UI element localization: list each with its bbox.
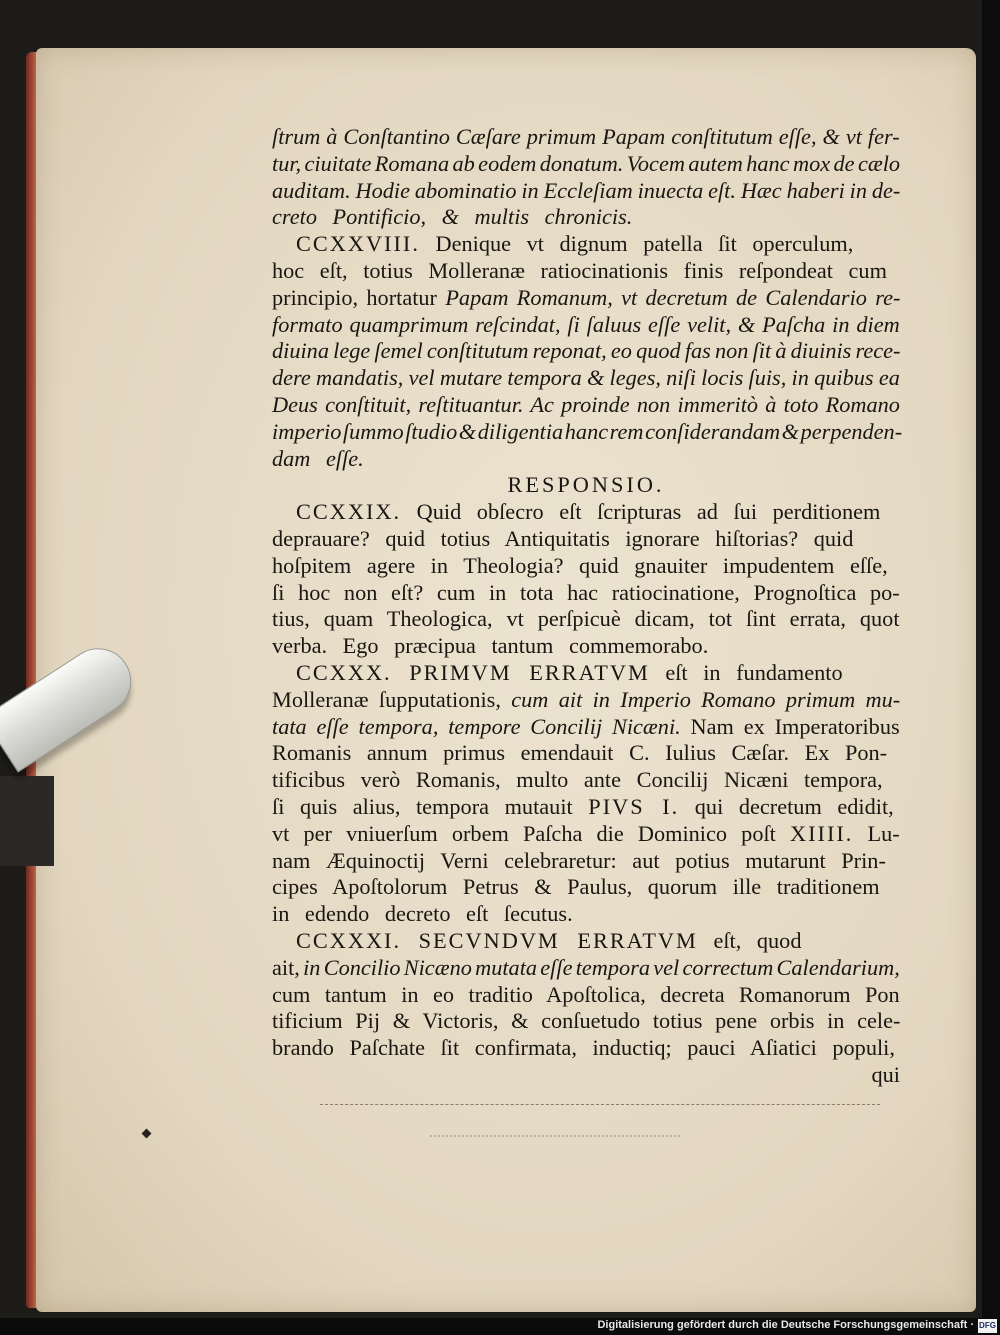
- text-segment: hoſpitem agere in Theologia? quid gnauiter impudentem eſſe,: [272, 552, 888, 578]
- text-segment: principio, hortatur: [272, 284, 446, 310]
- text-line: [272, 392, 900, 419]
- text-segment: Romanis annum primus emendauit C. Iulius Cæſar. Ex Pon-: [272, 740, 888, 766]
- text-line: [272, 312, 900, 339]
- text-segment: cum tantum in eo traditio Apoſtolica, decreta Romanorum Pon: [272, 981, 900, 1007]
- text-line: [272, 124, 900, 151]
- text-segment: eſt, quod: [697, 927, 802, 953]
- text-segment: diuina lege ſemel conſtitutum reponat, eo quod fas non ſit à diuinis rece-: [272, 338, 901, 364]
- text-segment: XIIII.: [790, 820, 854, 846]
- text-segment: brando Paſchate ſit confirmata, inductiq; pauci Aſiatici populi,: [272, 1035, 895, 1061]
- text-segment: nam Æquinoctij Verni celebraretur: aut potius mutarunt Prin-: [272, 847, 886, 873]
- text-line: [272, 472, 900, 499]
- text-line: [272, 740, 900, 767]
- text-line: [272, 526, 900, 553]
- text-line: [272, 901, 900, 928]
- text-segment: CCXXVIII.: [296, 231, 420, 257]
- text-segment: Papam Romanum, vt decretum de Calendario re-: [445, 284, 901, 310]
- text-segment: eſt in fundamento: [649, 659, 843, 685]
- text-segment: Nam ex Imperatoribus: [680, 713, 900, 739]
- bleed-through-text: [430, 1135, 680, 1145]
- text-segment: imperio ſummo ſtudio & diligentia hanc rem conſiderandam & perpenden-: [272, 418, 903, 444]
- text-segment: dam eſſe.: [272, 445, 364, 471]
- text-segment: CCXXIX.: [296, 499, 402, 525]
- text-line: [272, 767, 900, 794]
- text-line: [272, 821, 900, 848]
- text-segment: Deus conſtituit, reſtituantur. Ac proinde non immeritò à toto Romano: [272, 391, 900, 417]
- text-line: [272, 553, 900, 580]
- text-line: [272, 418, 903, 446]
- text-line: [272, 204, 900, 231]
- text-line: [272, 1008, 900, 1035]
- text-line: [272, 794, 900, 821]
- text-segment: qui decretum edidit,: [679, 793, 894, 819]
- text-segment: formato quamprimum reſcindat, ſi ſaluus eſſe velit, & Paſcha in diem: [272, 311, 900, 337]
- text-segment: tata eſſe tempora, tempore Concilij Nicæni.: [272, 713, 681, 739]
- text-segment: tificium Pij & Victoris, & conſuetudo totius pene orbis in cele-: [272, 1008, 901, 1034]
- text-segment: tur, ciuitate Romana ab eodem donatum. Vocem autem hanc mox de cælo: [272, 150, 901, 176]
- text-segment: Denique vt dignum patella ſit operculum,: [419, 231, 854, 257]
- text-segment: dere mandatis, vel mutare tempora & leges, niſi locis ſuis, in quibus ea: [272, 365, 900, 391]
- dfg-logo-icon: DFG: [978, 1319, 997, 1333]
- footer-bar: [0, 1318, 1000, 1335]
- text-line: [272, 633, 900, 660]
- text-segment: CCXXXI. SECVNDVM ERRATVM: [296, 927, 698, 953]
- text-line: [272, 580, 900, 607]
- text-line: [272, 178, 900, 205]
- text-segment: cipes Apoſtolorum Petrus & Paulus, quorum ille traditionem: [272, 874, 880, 900]
- clip-shadow-area: [0, 776, 54, 866]
- text-segment: auditam. Hodie abominatio in Eccleſiam inuecta eſt. Hæc haberi in de-: [272, 177, 901, 203]
- text-line: [272, 231, 900, 258]
- text-line: [272, 151, 900, 178]
- text-line: [272, 982, 900, 1009]
- text-segment: in Concilio Nicæno mutata eſſe tempora vel correctum Calendarium,: [303, 954, 900, 980]
- text-line: [272, 874, 900, 901]
- text-segment: ſtrum à Conſtantino Cæſare primum Papam conſtitutum eſſe, & vt fer-: [272, 124, 900, 149]
- text-segment: qui: [871, 1061, 900, 1087]
- text-segment: RESPONSIO.: [507, 472, 665, 498]
- text-segment: cum ait in Imperio Romano primum mu-: [511, 686, 901, 712]
- text-segment: hoc eſt, totius Molleranæ ratiocinationis finis reſpondeat cum: [272, 257, 887, 283]
- text-line: [272, 848, 900, 875]
- text-line: [272, 365, 900, 392]
- scan-right-margin: [982, 0, 1000, 1318]
- text-segment: PIVS I.: [588, 793, 680, 819]
- text-segment: deprauare? quid totius Antiquitatis ignorare hiſtorias? quid: [272, 525, 854, 551]
- text-segment: ait,: [272, 954, 304, 980]
- text-line: [272, 258, 900, 285]
- text-line: [272, 499, 900, 526]
- text-segment: CCXXX. PRIMVM ERRATVM: [296, 659, 650, 685]
- text-line: [272, 606, 900, 633]
- text-segment: Lu-: [853, 820, 900, 846]
- text-line: [272, 1035, 900, 1062]
- bottom-dashed-rule: [320, 1104, 880, 1105]
- text-segment: Molleranæ ſupputationis,: [272, 686, 512, 712]
- text-line: [272, 660, 900, 687]
- text-segment: ſi hoc non eſt? cum in tota hac ratiocinatione, Prognoſtica po-: [272, 579, 900, 605]
- text-segment: in edendo decreto eſt ſecutus.: [272, 901, 573, 927]
- text-segment: tificibus verò Romanis, multo ante Concilij Nicæni tempora,: [272, 767, 883, 793]
- text-line: [272, 1062, 900, 1089]
- text-line: [272, 285, 900, 312]
- text-segment: vt per vniuerſum orbem Paſcha die Dominico poſt: [272, 820, 790, 846]
- page-text: [272, 124, 903, 1089]
- text-segment: ſi quis alius, tempora mutauit: [272, 793, 589, 819]
- text-segment: tius, quam Theologica, vt perſpicuè dicam, tot ſint errata, quot: [272, 606, 900, 632]
- text-segment: verba. Ego præcipua tantum commemorabo.: [272, 633, 709, 659]
- text-line: [272, 687, 900, 714]
- text-line: [272, 446, 900, 473]
- text-line: [272, 338, 900, 365]
- footer-credit: Digitalisierung gefördert durch die Deutsche Forschungsgemeinschaft ·: [597, 1319, 974, 1331]
- text-line: [272, 714, 900, 741]
- text-segment: creto Pontificio, & multis chronicis.: [272, 204, 633, 230]
- text-segment: Quid obſecro eſt ſcripturas ad ſui perditionem: [401, 499, 881, 525]
- text-line: [272, 928, 900, 955]
- text-line: [272, 955, 900, 982]
